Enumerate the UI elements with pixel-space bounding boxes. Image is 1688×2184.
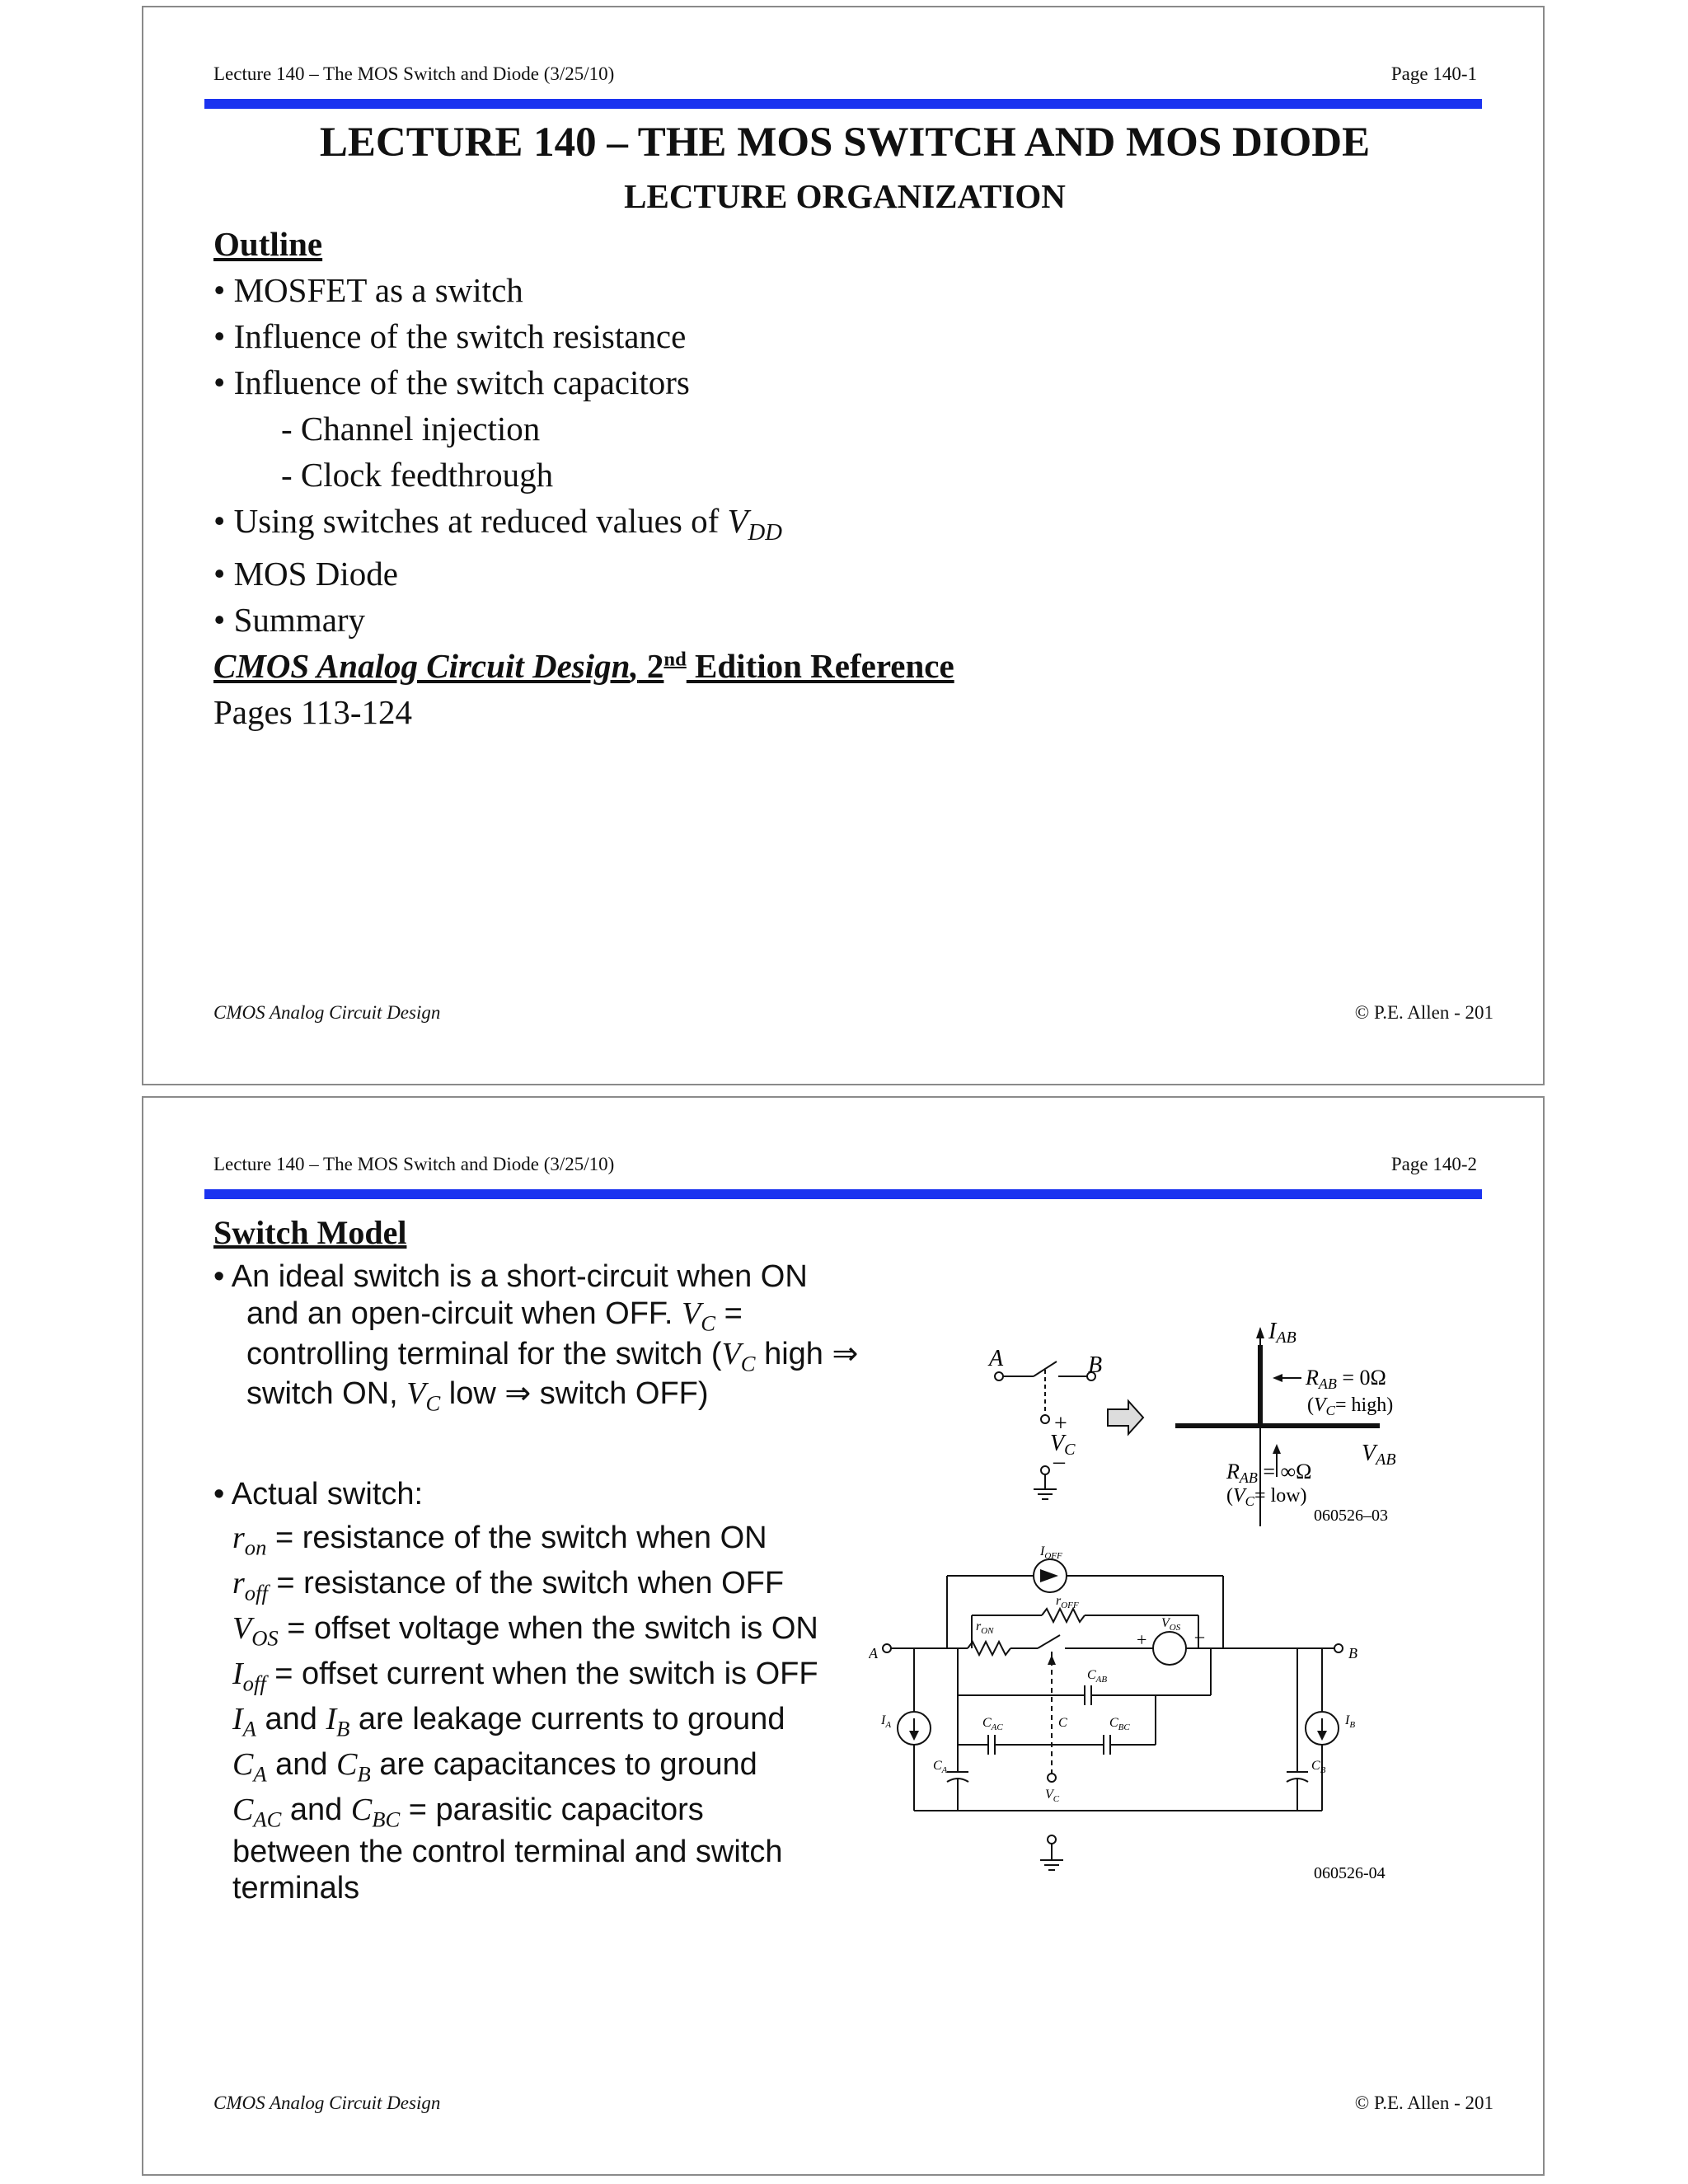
reference-edition-number: 2: [638, 647, 664, 685]
reference-edition-text: Edition Reference: [686, 647, 954, 685]
slide-2: [142, 1096, 1545, 2176]
reference-pages: Pages 113-124: [213, 693, 413, 731]
cac-label: $C_{AC}$: [982, 1716, 1003, 1732]
vc-symbol: $V_C$: [406, 1376, 441, 1416]
vc-symbol: $V_C$: [682, 1296, 716, 1336]
definition-line: between the control terminal and switch: [232, 1835, 783, 1869]
definition-line: [232, 1610, 818, 1652]
slide-title: LECTURE 140 – THE MOS SWITCH AND MOS DIODE: [319, 120, 1371, 166]
figure-code: 060526-04: [1314, 1864, 1386, 1882]
definition-line: [232, 1520, 767, 1561]
space: [371, 1747, 380, 1782]
cac-symbol: $C_{AC}$: [232, 1793, 282, 1832]
reference-comma: ,: [630, 647, 639, 685]
figure-code: 060526–03: [1314, 1507, 1388, 1525]
slide-page-number: Page 140-1: [1390, 63, 1477, 84]
slide-header-left: Lecture 140 – The MOS Switch and Diode (3/25/10): [213, 1154, 615, 1174]
conjunction: and: [281, 1793, 351, 1827]
definition-line: [232, 1656, 818, 1697]
conjunction: and: [266, 1747, 337, 1782]
slide-footer-left: CMOS Analog Circuit Design: [213, 1002, 441, 1023]
slide-page-number: Page 140-2: [1390, 1154, 1477, 1174]
vc-low-label: $(V_C= low)$: [1226, 1485, 1307, 1509]
switch-model-figure: [869, 1526, 1479, 1905]
terminal-a-label: A: [989, 1346, 1004, 1371]
node-c-label: C: [1058, 1716, 1067, 1730]
definition-line: terminals: [232, 1871, 360, 1905]
vc-high-label: ($V_C=$ high): [1307, 1394, 1394, 1418]
ib-label: $I_B$: [1345, 1713, 1356, 1730]
header-divider-bar: [204, 99, 1482, 109]
actual-switch-heading: • Actual switch:: [213, 1477, 424, 1511]
def-subscript: OS: [251, 1625, 279, 1651]
ideal-switch-text: and an open-circuit when OFF.: [246, 1296, 682, 1331]
cb-label: $C_B$: [1311, 1759, 1326, 1775]
def-text: are capacitances to ground: [379, 1747, 757, 1782]
header-divider-bar: [204, 1189, 1482, 1199]
outline-subitem: - Clock feedthrough: [281, 456, 554, 494]
vc-label: VC: [1050, 1431, 1076, 1459]
reference-edition-sup: nd: [663, 648, 687, 671]
ideal-switch-line: [246, 1296, 743, 1337]
outline-item: • Influence of the switch capacitors: [213, 363, 690, 401]
vab-axis-label: VAB: [1362, 1441, 1396, 1469]
ideal-switch-text: controlling terminal for the switch (: [246, 1337, 722, 1371]
ca-label: $C_A$: [933, 1759, 948, 1775]
slide-footer-right: © P.E. Allen - 201: [1354, 2093, 1493, 2113]
vc-node-label: $V_C$: [1045, 1788, 1060, 1804]
slide-subtitle: LECTURE ORGANIZATION: [624, 177, 1066, 215]
definition-line: [232, 1701, 785, 1742]
def-symbol: r: [232, 1521, 245, 1555]
ioff-label: $I_{OFF}$: [1040, 1544, 1062, 1561]
def-text: = offset current when the switch is OFF: [265, 1657, 818, 1691]
minus-sign: –: [1053, 1449, 1065, 1474]
rab-off-label: RAB = ∞Ω: [1226, 1460, 1312, 1486]
reference-book-title: CMOS Analog Circuit Design: [213, 647, 631, 685]
outline-heading: Outline: [213, 225, 323, 263]
def-symbol: V: [232, 1611, 252, 1646]
slide-footer-right: © P.E. Allen - 201: [1354, 1002, 1493, 1023]
definition-line: [232, 1565, 784, 1606]
ib-symbol: $I_B$: [326, 1702, 350, 1741]
definition-line: [232, 1746, 757, 1788]
plus-sign: +: [1054, 1411, 1067, 1436]
rab-on-label: RAB = 0Ω: [1306, 1366, 1386, 1392]
node-a-label: A: [869, 1645, 878, 1661]
outline-item: • Influence of the switch resistance: [213, 317, 687, 355]
cab-label: $C_{AB}$: [1087, 1668, 1108, 1685]
ideal-switch-line: [246, 1335, 858, 1377]
cb-symbol: $C_B$: [336, 1747, 371, 1787]
ca-symbol: $C_A$: [232, 1747, 267, 1787]
def-text: = resistance of the switch when OFF: [267, 1566, 785, 1601]
def-subscript: off: [244, 1580, 268, 1605]
space: [349, 1702, 359, 1736]
node-b-label: B: [1348, 1645, 1357, 1661]
equals-sign: =: [715, 1296, 743, 1331]
ideal-switch-text: switch ON,: [246, 1376, 407, 1411]
conjunction: and: [256, 1702, 326, 1736]
ideal-switch-line: [246, 1375, 709, 1417]
slide-footer-left: CMOS Analog Circuit Design: [213, 2093, 441, 2113]
terminal-b-label: B: [1088, 1352, 1103, 1378]
section-heading: Switch Model: [213, 1214, 407, 1251]
ron-label: $r_{ON}$: [976, 1619, 994, 1636]
def-text: = offset voltage when the switch is ON: [278, 1611, 818, 1646]
cbc-symbol: $C_{BC}$: [350, 1793, 401, 1832]
outline-item: • Summary: [213, 601, 366, 639]
def-text: = resistance of the switch when ON: [266, 1521, 767, 1555]
outline-item-text: • Using switches at reduced values of: [213, 502, 728, 540]
cbc-label: $C_{BC}$: [1109, 1716, 1130, 1732]
def-symbol: r: [232, 1566, 245, 1601]
outline-item: • MOS Diode: [213, 555, 398, 593]
vdd-symbol: V: [727, 502, 748, 540]
reference-line: [213, 646, 954, 686]
slide-1: [142, 6, 1545, 1085]
def-text: are leakage currents to ground: [358, 1702, 785, 1736]
roff-label: $r_{OFF}$: [1056, 1594, 1079, 1610]
vos-plus: +: [1137, 1629, 1147, 1650]
vos-label: $V_{OS}$: [1161, 1616, 1181, 1633]
outline-subitem: - Channel injection: [281, 410, 541, 448]
outline-item: [213, 501, 782, 546]
ia-symbol: $I_A$: [232, 1702, 256, 1741]
outline-item: • MOSFET as a switch: [213, 271, 523, 309]
ideal-switch-text: low ⇒ switch OFF): [440, 1376, 709, 1411]
definition-line: [232, 1792, 704, 1833]
ia-label: $I_A$: [881, 1713, 892, 1730]
slide-header-left: Lecture 140 – The MOS Switch and Diode (3/25/10): [213, 63, 615, 84]
vc-symbol: $V_C$: [721, 1337, 756, 1376]
def-subscript: on: [244, 1535, 267, 1560]
def-symbol: I: [232, 1657, 243, 1691]
def-text: = parasitic capacitors: [400, 1793, 704, 1827]
vdd-subscript: DD: [748, 519, 782, 546]
def-subscript: off: [242, 1671, 266, 1696]
ideal-switch-text: high ⇒: [755, 1337, 859, 1371]
ideal-switch-figure: [926, 1279, 1454, 1543]
ideal-switch-line: • An ideal switch is a short-circuit when ON: [213, 1259, 808, 1294]
vos-minus: –: [1195, 1625, 1204, 1646]
iab-axis-label: IAB: [1268, 1319, 1296, 1347]
